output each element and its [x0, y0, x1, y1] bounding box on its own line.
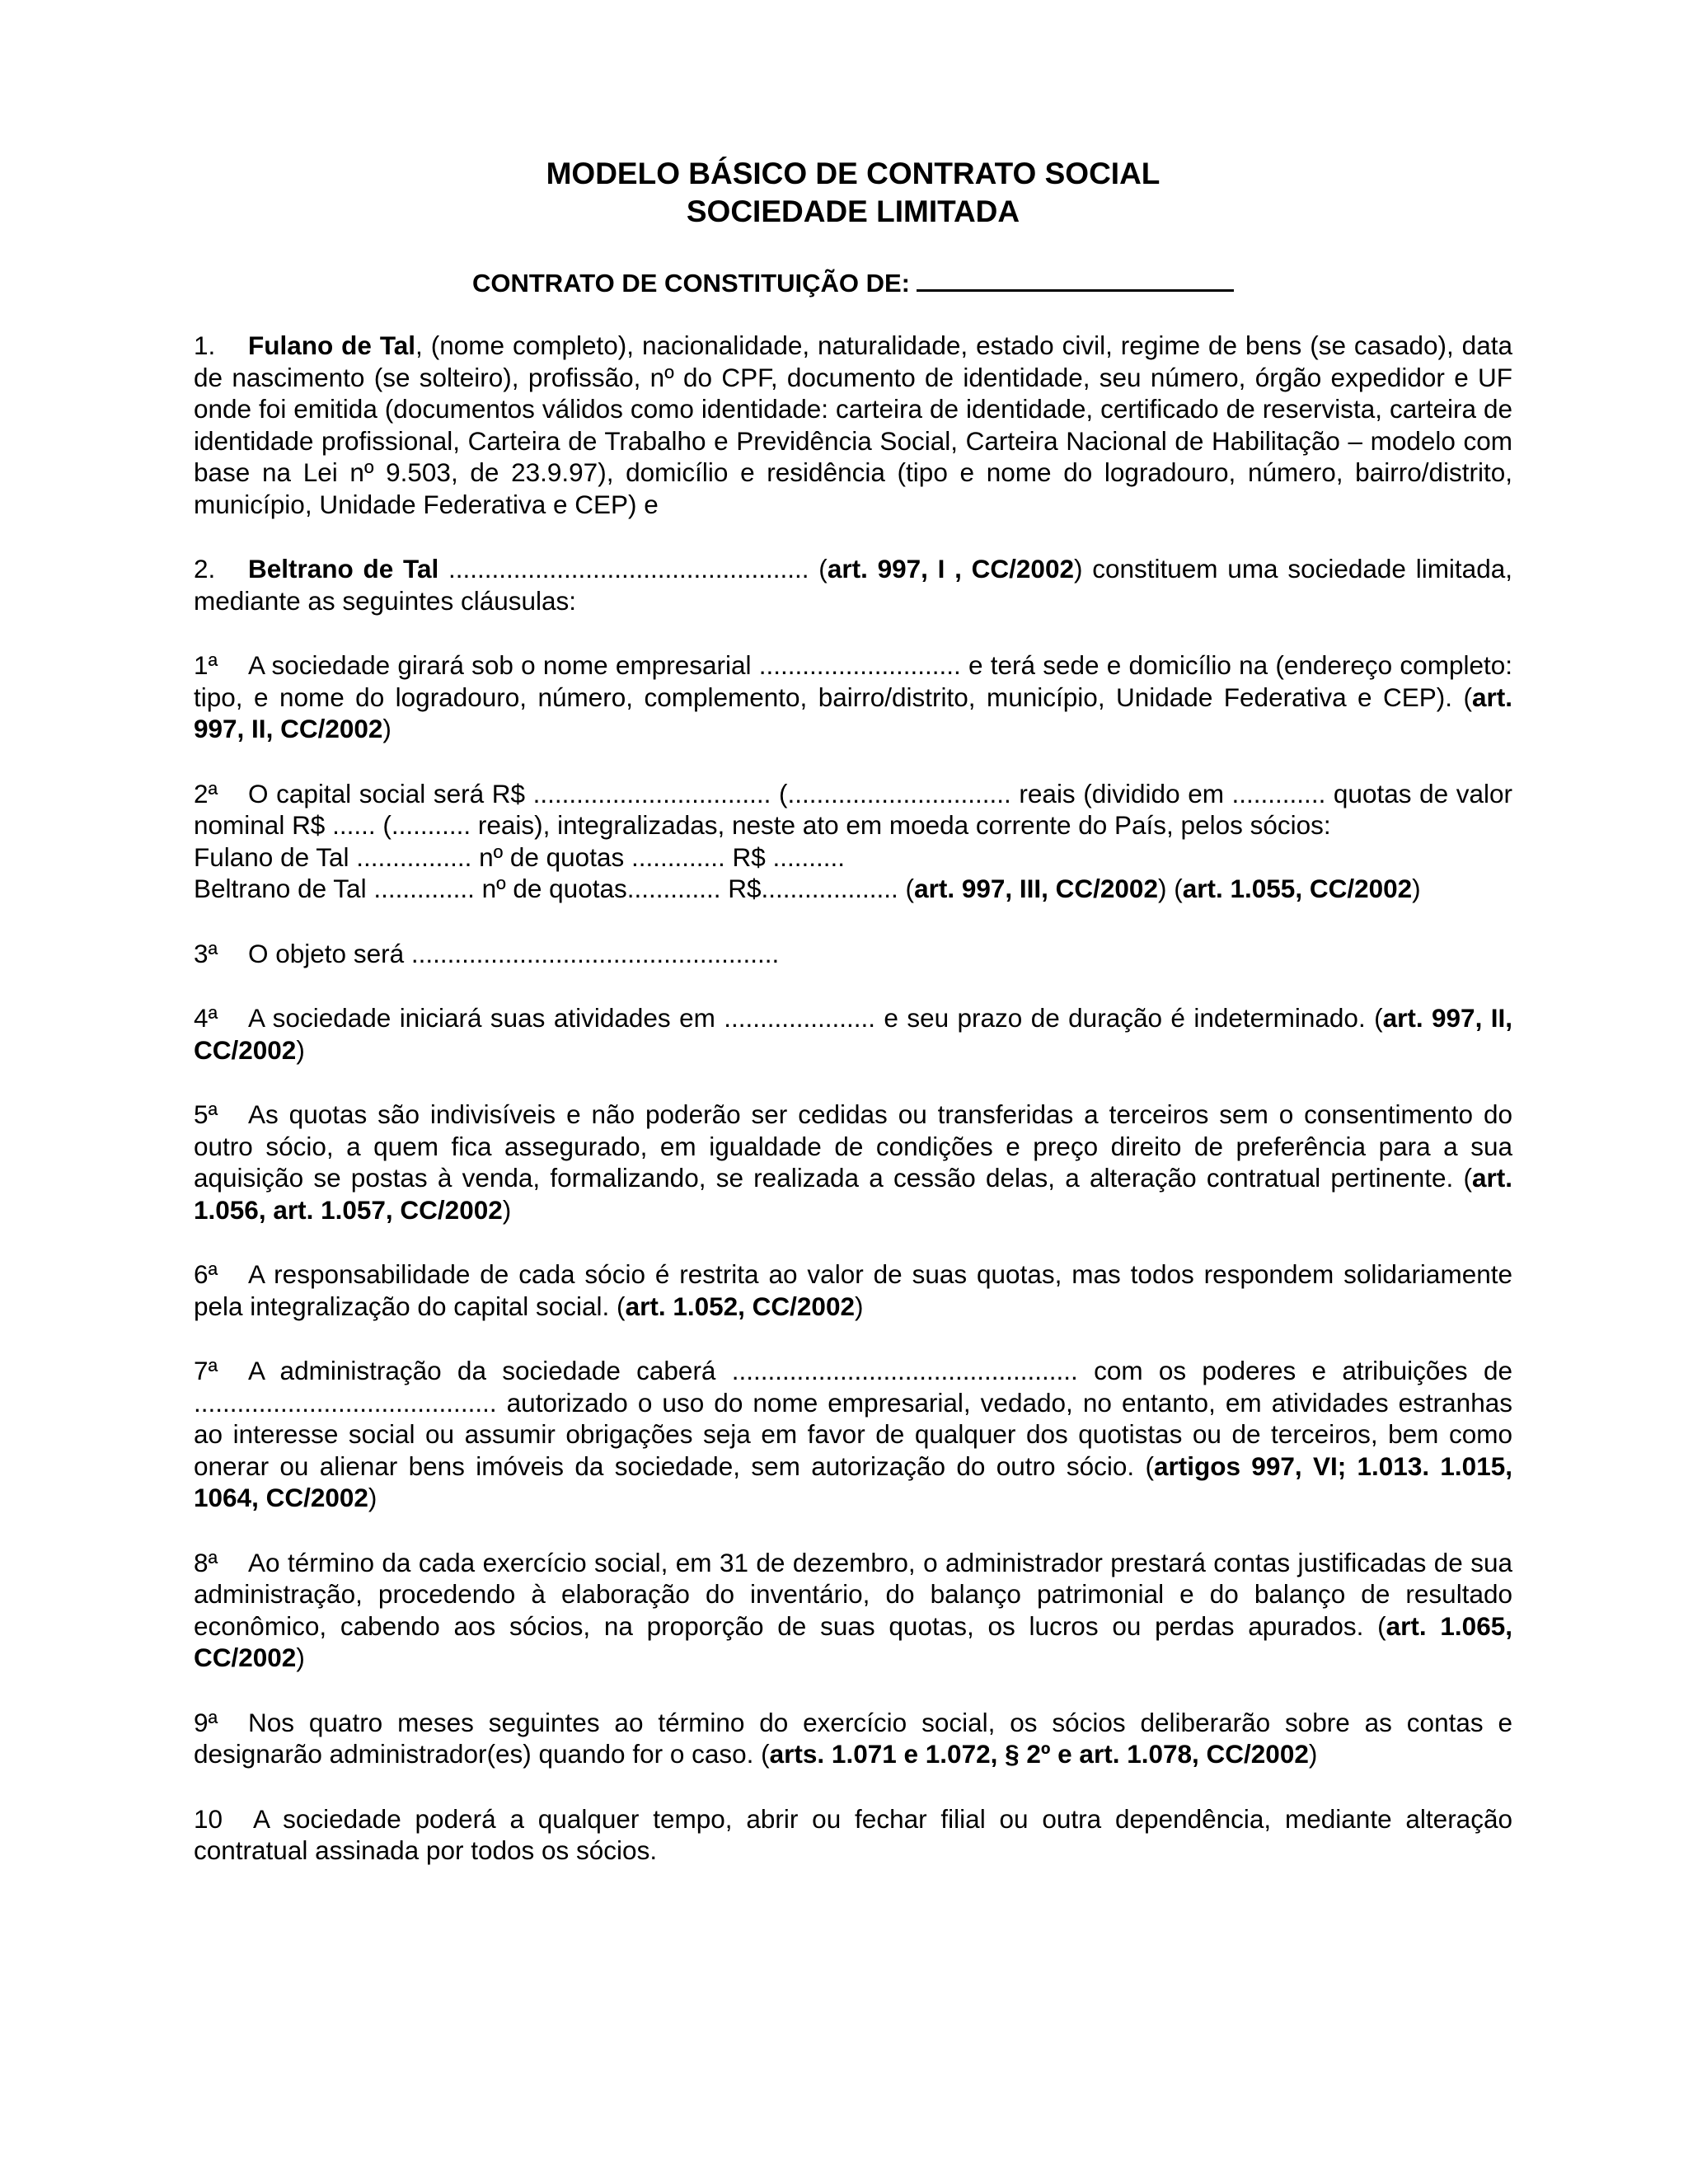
clause-9-number: 9ª	[194, 1707, 218, 1737]
clause-4-end: )	[296, 1034, 305, 1065]
clause-4-text: A sociedade iniciará suas atividades em ..................... e seu prazo de duração é indeterminado. (	[248, 1003, 1383, 1033]
clause-6-number: 6ª	[194, 1259, 218, 1289]
clause-5-number: 5ª	[194, 1099, 218, 1129]
party-2-name: Beltrano de Tal	[248, 554, 439, 583]
clause-3-text: O objeto será ...................................................	[248, 938, 780, 968]
constituicao-label: CONTRATO DE CONSTITUIÇÃO DE:	[471, 269, 910, 298]
clause-7-article: artigos 997, VI; 1.013. 1.015, 1064, CC/2002	[194, 1451, 1512, 1512]
clause-5-article: art. 1.056, art. 1.057, CC/2002	[194, 1163, 1512, 1225]
clause-5-text: As quotas são indivisíveis e não poderão ser cedidas ou transferidas a terceiros sem o consentimento do outro sócio, a quem fica assegurado, em igualdade de condições e preço direito de preferência para a sua aquisição se postas à venda, formalizando, se realizada a cessão delas, a alteração contratual pertinente. (	[194, 1099, 1512, 1193]
clause-9	[194, 1707, 1512, 1770]
party-2-number: 2.	[194, 554, 216, 583]
clause-8-article: art. 1.065, CC/2002	[194, 1610, 1512, 1672]
constituicao-heading	[194, 267, 1512, 300]
clause-7-end: )	[368, 1483, 377, 1512]
document-title	[194, 155, 1512, 231]
clause-6-end: )	[855, 1291, 864, 1321]
clause-2	[194, 778, 1512, 905]
clause-2-text: O capital social será R$ ................................. (............................... reais (dividido em ............. quotas de valor nominal R$ ...... (........... reais), integralizadas, neste ato em moeda corrente do País, pelos sócios:	[194, 778, 1512, 840]
clause-2-partner-2	[194, 873, 1512, 905]
clause-5-end: )	[502, 1194, 512, 1225]
constituicao-blank	[917, 268, 1234, 292]
clause-4-article: art. 997, II, CC/2002	[194, 1003, 1512, 1065]
party-2-text: ) constituem uma sociedade limitada, mediante as seguintes cláusulas:	[194, 554, 1512, 616]
party-2-article: art. 997, I , CC/2002	[827, 554, 1074, 583]
party-2-dots: .................................................. (	[438, 554, 828, 583]
clause-4	[194, 1002, 1512, 1066]
clause-1	[194, 649, 1512, 745]
clause-7	[194, 1355, 1512, 1514]
clause-8-end: )	[296, 1643, 305, 1672]
clause-3	[194, 938, 1512, 970]
clause-2-end: )	[1412, 874, 1421, 903]
clause-9-article: arts. 1.071 e 1.072, § 2º e art. 1.078, CC/2002	[769, 1739, 1309, 1769]
party-2-paragraph	[194, 553, 1512, 616]
clause-6-article: art. 1.052, CC/2002	[625, 1291, 855, 1321]
clause-2-mid: ) (	[1157, 874, 1183, 903]
clause-8	[194, 1547, 1512, 1674]
clause-10	[194, 1803, 1512, 1867]
title-line-1: MODELO BÁSICO DE CONTRATO SOCIAL	[546, 157, 1160, 190]
clause-5	[194, 1099, 1512, 1226]
clause-7-number: 7ª	[194, 1356, 218, 1385]
clause-1-end: )	[382, 714, 392, 743]
clause-7-text: A administração da sociedade caberá ................................................ com os poderes e atribuições de .......................................... autorizado o uso do nome empresarial, vedado, no entanto, em atividades estranhas ao interesse social ou assumir obrigações seja em favor de qualquer dos quotistas ou de terceiros, bem como onerar ou alienar bens imóveis da sociedade, sem autorização do outro sócio. (	[194, 1356, 1512, 1481]
party-1-number: 1.	[194, 330, 216, 360]
clause-2-article-2: art. 1.055, CC/2002	[1182, 874, 1413, 903]
clause-4-number: 4ª	[194, 1003, 218, 1033]
party-1-paragraph	[194, 330, 1512, 520]
clause-6-text: A responsabilidade de cada sócio é restrita ao valor de suas quotas, mas todos respondem solidariamente pela integralização do capital social. (	[194, 1259, 1512, 1321]
clause-10-number: 10	[194, 1803, 223, 1834]
clause-6	[194, 1258, 1512, 1322]
clause-8-text: Ao término da cada exercício social, em 31 de dezembro, o administrador prestará contas justificadas de sua administração, procedendo à elaboração do inventário, do balanço patrimonial e do balanço de resultado econômico, cabendo aos sócios, na proporção de suas quotas, os lucros ou perdas apurados. (	[194, 1547, 1512, 1641]
party-1-name: Fulano de Tal	[248, 330, 416, 360]
clause-2-article-1: art. 997, III, CC/2002	[914, 874, 1158, 903]
title-line-2: SOCIEDADE LIMITADA	[686, 194, 1020, 228]
clause-3-number: 3ª	[194, 938, 218, 968]
clause-9-text: Nos quatro meses seguintes ao término do exercício social, os sócios deliberarão sobre as contas e designarão administrador(es) quando for o caso. (	[194, 1707, 1512, 1769]
clause-1-number: 1ª	[194, 650, 218, 680]
clause-2-partner-2-text: Beltrano de Tal .............. nº de quotas............. R$................... (	[194, 874, 915, 903]
clause-1-text: A sociedade girará sob o nome empresarial ............................ e terá sede e domicílio na (endereço completo: tipo, e nome do logradouro, número, complemento, bairro/distrito, município, Unidade Federativa e CEP). (	[194, 650, 1512, 712]
document-page	[194, 155, 1512, 1900]
clause-9-end: )	[1308, 1739, 1318, 1769]
clause-10-text: A sociedade poderá a qualquer tempo, abrir ou fechar filial ou outra dependência, mediante alteração contratual assinada por todos os sócios.	[194, 1803, 1512, 1865]
party-1-text: , (nome completo), nacionalidade, naturalidade, estado civil, regime de bens (se casado), data de nascimento (se solteiro), profissão, nº do CPF, documento de identidade, seu número, órgão expedidor e UF onde foi emitida (documentos válidos como identidade: carteira de identidade, certificado de reservista, carteira de identidade profissional, Carteira de Trabalho e Previdência Social, Carteira Nacional de Habilitação – modelo com base na Lei nº 9.503, de 23.9.97), domicílio e residência (tipo e nome do logradouro, número, bairro/distrito, município, Unidade Federativa e CEP) e	[194, 330, 1512, 519]
clause-2-number: 2ª	[194, 778, 218, 808]
clause-1-article: art. 997, II, CC/2002	[194, 682, 1512, 743]
clause-8-number: 8ª	[194, 1547, 218, 1577]
clause-2-partner-1: Fulano de Tal ................ nº de quotas ............. R$ ..........	[194, 841, 846, 872]
